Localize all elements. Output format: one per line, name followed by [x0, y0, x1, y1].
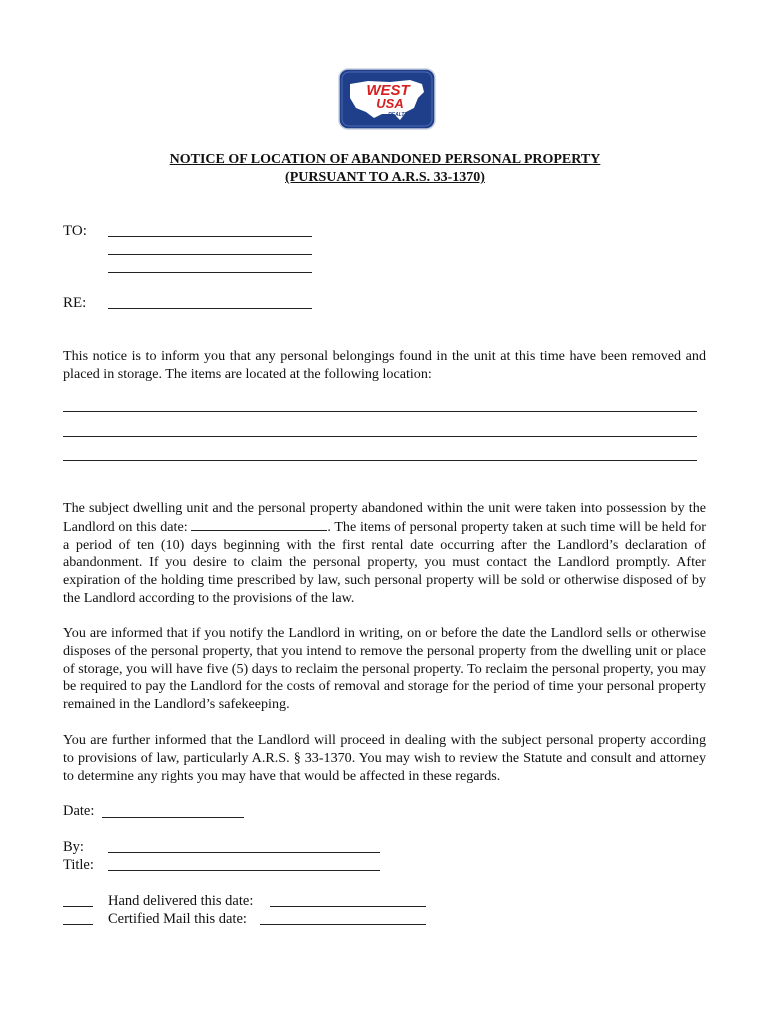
- date-line[interactable]: [102, 817, 244, 818]
- logo-text-realty: REALTY: [388, 112, 408, 118]
- document-title: NOTICE OF LOCATION OF ABANDONED PERSONAL PROPERTY: [169, 152, 601, 167]
- by-line[interactable]: [108, 852, 380, 853]
- certified-mail-checkbox-line[interactable]: [63, 924, 93, 925]
- location-line-2[interactable]: [63, 436, 697, 437]
- logo-text-usa: USA: [376, 96, 404, 111]
- to-label: TO:: [63, 223, 87, 239]
- certified-mail-label: Certified Mail this date:: [108, 911, 247, 927]
- document-subtitle: (PURSUANT TO A.R.S. 33-1370): [285, 170, 485, 185]
- to-line-3[interactable]: [108, 272, 312, 273]
- to-line-1[interactable]: [108, 236, 312, 237]
- reclaim-paragraph: You are informed that if you notify the Landlord in writing, on or before the date the Landlord sells or otherwise disposes of the personal property, that you intend to remove the personal property from the dwelling unit or place of storage, you will have five (5) days to reclaim the personal property. To reclaim the personal property, you may be required to pay the Landlord for the costs of removal and storage for the period of time your personal property remained in the Landlord’s safekeeping.: [63, 625, 706, 713]
- date-label: Date:: [63, 803, 95, 819]
- location-line-1[interactable]: [63, 411, 697, 412]
- certified-mail-date-line[interactable]: [260, 924, 426, 925]
- hand-delivered-checkbox-line[interactable]: [63, 906, 93, 907]
- logo-text-west: WEST: [366, 82, 410, 99]
- intro-paragraph: This notice is to inform you that any personal belongings found in the unit at this time have been removed and placed in storage. The items are located at the following location:: [63, 348, 706, 382]
- statute-paragraph: You are further informed that the Landlord will proceed in dealing with the subject personal property according to provisions of law, particularly A.R.S. § 33-1370. You may wish to review the Statute and consult and attorney to determine any rights you may have that would be affected in these regards.: [63, 732, 706, 784]
- location-line-3[interactable]: [63, 460, 697, 461]
- hand-delivered-label: Hand delivered this date:: [108, 893, 254, 909]
- possession-paragraph: [63, 500, 706, 608]
- re-line[interactable]: [108, 308, 312, 309]
- title-label: Title:: [63, 857, 94, 873]
- west-usa-realty-logo: [338, 68, 436, 130]
- title-line[interactable]: [108, 870, 380, 871]
- possession-text-b: . The items of personal property taken at such time will be held for a period of ten (10) days beginning with the first rental date occurring after the Landlord’s declaration of abandonment. If you desire to claim the personal property, you must contact the Landlord promptly. After expiration of the holding time prescribed by law, such personal property will be sold or otherwise disposed of by the Landlord according to the provisions of the law.: [63, 518, 706, 606]
- by-label: By:: [63, 839, 84, 855]
- possession-text-a: The subject dwelling unit and the personal property abandoned within the unit were taken into possession by the Landlord on this date:: [63, 500, 706, 535]
- re-label: RE:: [63, 295, 87, 311]
- to-line-2[interactable]: [108, 254, 312, 255]
- hand-delivered-date-line[interactable]: [270, 906, 426, 907]
- possession-date-blank[interactable]: [191, 518, 327, 531]
